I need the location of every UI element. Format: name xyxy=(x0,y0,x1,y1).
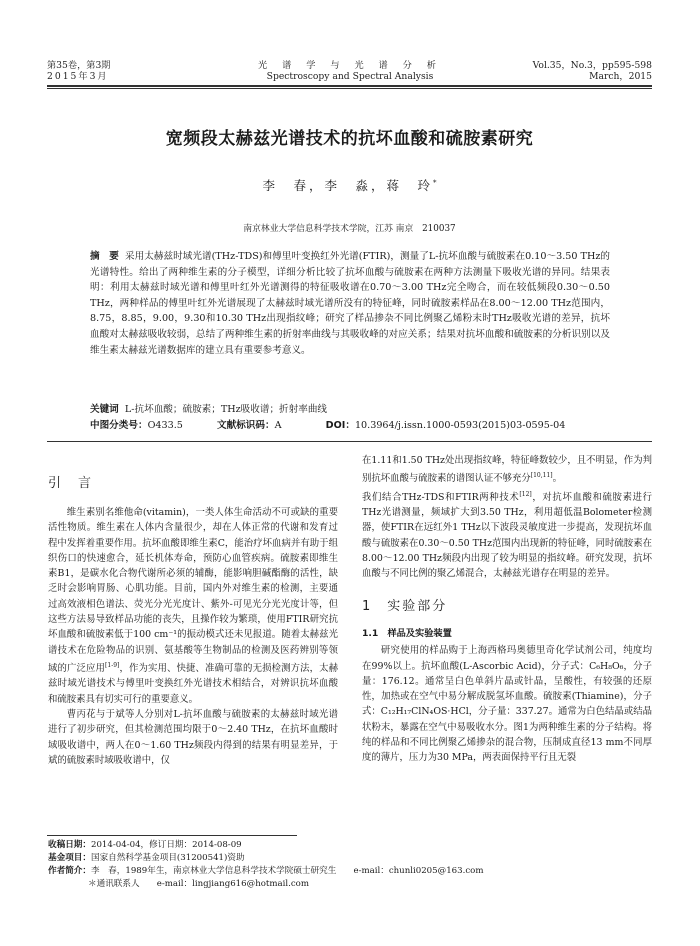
right-column-body xyxy=(362,453,652,766)
affiliation: 南京林业大学信息科学技术学院，江苏 南京 210037 xyxy=(243,224,456,234)
intro-paragraph-1: 维生素别名维他命(vitamin)，一类人体生命活动不可或缺的重要活性物质。维生素在人体内含量很少，却在人体正常的代谢和发育过程中发挥着重要作用。抗坏血酸即维生素C，能治疗坏血病并有助于组织伤口的快速愈合，延长机体寿命，预防心血管疾病。硫胺素即维生素B1，是碳水化合物代谢所必须的辅酶，能影响胆碱酯酶的活性，缺乏时会影响胃肠、心肌功能。目前，国内外对维生素的检测，主要通过高效液相色谱法、荧光分光光度计、紫外-可见光分光光度计等，但这些方法易导致样品功能的丧失，且操作较为繁琐，使用FTIR研究抗坏血酸和硫胺素低于100 cm⁻¹的振动模式还未见报道。随着太赫兹光谱技术在危险物品的识别、氨基酸等生物制品的检测及医药辨别等领域的广泛应用[1-9]，作为实用、快捷、准确可靠的无损检测方法，太赫兹时域光谱技术与傅里叶变换红外光谱技术相结合，对辨识抗坏血酸和硫胺素具有切实可行的重要意义。 xyxy=(48,507,338,705)
right-paragraph-2: 我们结合THz-TDS和FTIR两种技术[12]，对抗坏血酸和硫胺素进行THz光谱测量，频域扩大到3.50 THz，利用超低温Bolometer检测器，使FTIR在远红外1 THz以下波段灵敏度进一步提高，发现抗坏血酸与硫胺素在0.30～0.50 THz范围内出现新的特征峰，同时硫胺素在8.00～12.00 THz频段内出现了较为明显的指纹峰。研究发现，抗坏血酸与不同比例的聚乙烯混合，太赫兹光谱存在明显的差异。 xyxy=(362,490,652,580)
footnote-corresponding: ＊通讯联系人 e-mail：lingjiang616@hotmail.com xyxy=(88,879,310,889)
footnote-rule xyxy=(47,835,297,836)
journal-pages: Vol.35，No.3，pp595-598 March，2015 xyxy=(532,60,652,82)
sample-subheading: 1.1 样品及实验装置 xyxy=(362,627,452,639)
header-rule-thin xyxy=(47,88,652,89)
intro-paragraph-2: 曹丙花与于斌等人分别对L-抗坏血酸与硫胺素的太赫兹时域光谱进行了初步研究，但其检测范围均限于0～2.40 THz，在抗坏血酸时域吸收谱中，两人在0～1.60 THz频段内得到的结果有明显差异，于斌的硫胺素时域吸收谱中，仅 xyxy=(48,708,338,766)
footnote-fund: 基金项目：国家自然科学基金项目(31200541)资助 xyxy=(48,853,245,863)
classification-line: 中图分类号：O433.5 文献标识码：A DOI：10.3964/j.issn.1000-0593(2015)03-0595-04 xyxy=(90,420,566,431)
journal-title: 光 谱 学 与 光 谱 分 析 Spectroscopy and Spectral Analysis xyxy=(258,60,442,82)
abstract: 摘 要 采用太赫兹时域光谱(THz-TDS)和傅里叶变换红外光谱(FTIR)，测量了L-抗坏血酸与硫胺素在0.10～3.50 THz的光谱特性。给出了两种维生素的分子模型，详细分析比较了抗坏血酸与硫胺素在两种方法测量下吸收光谱的异同。结果表明：利用太赫兹时域光谱和傅里叶红外光谱测得的特征吸收谱在0.70～3.00 THz完全吻合，而在较低频段0.30～0.50 THz，两种样品的傅里叶红外光谱展现了太赫兹时域光谱所没有的特征峰，同时硫胺素样品在8.00～12.00 THz范围内，8.75，8.85，9.00，9.30和10.30 THz出现指纹峰；研究了样品掺杂不同比例聚乙烯粉末时THz吸收光谱的差异，抗坏血酸对太赫兹吸收较弱，总结了两种维生素的折射率曲线与其吸收峰的对应关系；结果对抗坏血酸和硫胺素的分析识别以及维生素太赫兹光谱数据库的建立具有重要参考意义。 xyxy=(90,251,610,356)
paper-title: 宽频段太赫兹光谱技术的抗坏血酸和硫胺素研究 xyxy=(165,129,534,149)
header-rule-thick xyxy=(47,85,652,87)
keywords: 关键词 L-抗坏血酸；硫胺素；THz吸收谱；折射率曲线 xyxy=(90,404,328,415)
abstract-rule xyxy=(47,441,652,442)
right-paragraph-1: 在1.11和1.50 THz处出现指纹峰，特征峰数较少，且不明显，作为判别抗坏血酸与硫胺素的谱图认证不够充分[10,11]。 xyxy=(362,455,652,485)
intro-heading: 引 言 xyxy=(48,476,94,491)
intro-body xyxy=(48,505,338,768)
author-list: 李 春，李 淼，蒋 玲* xyxy=(262,178,437,193)
footnote xyxy=(48,839,668,891)
journal-volume-issue: 第35卷，第3期 2015年3月 xyxy=(47,60,111,82)
experiment-heading: 1 实验部分 xyxy=(362,598,448,614)
footnote-received: 收稿日期：2014-04-04，修订日期：2014-08-09 xyxy=(48,840,242,850)
right-paragraph-3: 研究使用的样品购于上海西格玛奥德里奇化学试剂公司，纯度均在99%以上。抗坏血酸(L-Ascorbic Acid)，分子式：C₆H₈O₆，分子量：176.12。通常呈白色单斜片晶或针晶，呈酸性，有较强的还原性，加热或在空气中易分解成脱氢坏血酸。硫胺素(Thiamine)，分子式：C₁₂H₁₇ClN₄OS·HCl，分子量：337.27。通常为白色结晶或结晶状粉末，暴露在空气中易吸收水分。图1为两种维生素的分子结构。将纯的样品和不同比例聚乙烯掺杂的混合物，压制成直径13 mm不同厚度的薄片，压力为30 MPa，两表面保持平行且无裂 xyxy=(362,645,652,764)
footnote-author: 作者简介：李 春，1989年生，南京林业大学信息科学技术学院硕士研究生 e-mail：chunli0205@163.com xyxy=(48,866,484,876)
